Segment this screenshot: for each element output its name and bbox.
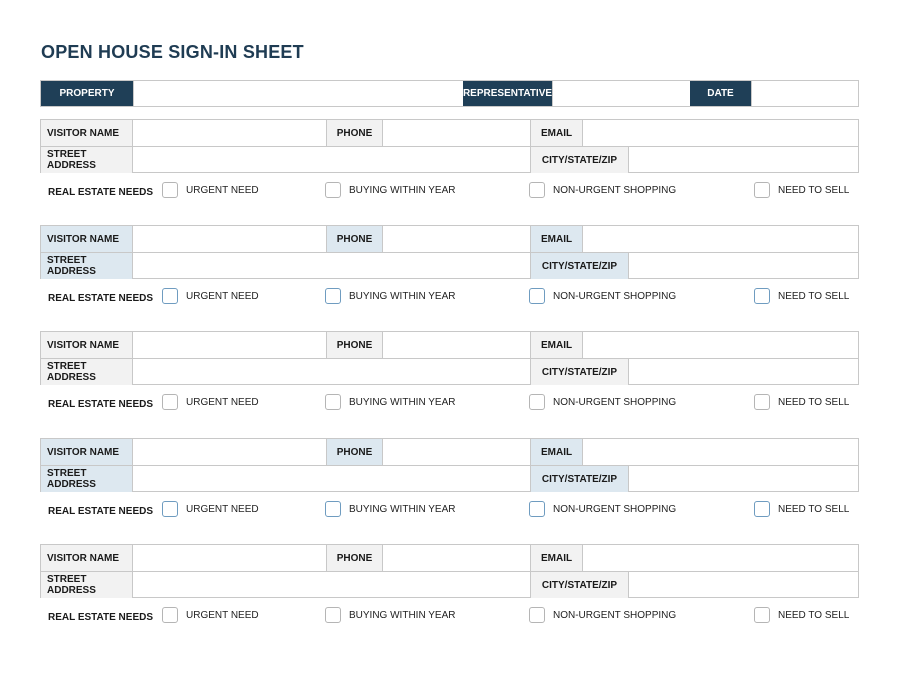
urgent-need-option[interactable]	[162, 394, 259, 410]
phone-field[interactable]	[383, 545, 531, 571]
need-to-sell-label: NEED TO SELL	[778, 290, 850, 302]
visitor-block	[40, 331, 859, 423]
visitor-block	[40, 544, 859, 636]
need-to-sell-label: NEED TO SELL	[778, 503, 850, 515]
visitor-name-field[interactable]	[133, 120, 327, 146]
real-estate-needs-row	[40, 279, 859, 317]
representative-label: REPRESENTATIVE	[463, 81, 552, 106]
email-label: EMAIL	[531, 120, 583, 146]
urgent-need-option[interactable]	[162, 182, 259, 198]
email-field[interactable]	[583, 332, 858, 358]
visitor-name-label: VISITOR NAME	[41, 120, 133, 146]
row-divider	[41, 571, 858, 572]
city-state-zip-label: CITY/STATE/ZIP	[531, 253, 629, 279]
urgent-need-label: URGENT NEED	[186, 503, 259, 515]
row-divider	[41, 465, 858, 466]
header-row	[40, 80, 859, 107]
buying-within-year-label: BUYING WITHIN YEAR	[349, 290, 456, 302]
urgent-need-option[interactable]	[162, 288, 259, 304]
urgent-need-option[interactable]	[162, 501, 259, 517]
urgent-need-checkbox[interactable]	[162, 288, 178, 304]
page-title: OPEN HOUSE SIGN-IN SHEET	[41, 42, 304, 62]
row-divider	[41, 252, 858, 253]
email-label: EMAIL	[531, 226, 583, 252]
need-to-sell-option[interactable]	[754, 607, 849, 623]
non-urgent-shopping-label: NON-URGENT SHOPPING	[553, 184, 677, 196]
street-address-field[interactable]	[133, 147, 531, 173]
need-to-sell-option[interactable]	[754, 394, 849, 410]
non-urgent-shopping-checkbox[interactable]	[529, 607, 545, 623]
real-estate-needs-row	[40, 598, 859, 636]
urgent-need-label: URGENT NEED	[186, 396, 259, 408]
non-urgent-shopping-checkbox[interactable]	[529, 501, 545, 517]
visitor-grid	[40, 438, 859, 492]
visitor-name-field[interactable]	[133, 226, 327, 252]
property-field[interactable]	[133, 81, 463, 106]
buying-within-year-option[interactable]	[325, 182, 456, 198]
real-estate-needs-label: REAL ESTATE NEEDS	[48, 187, 154, 198]
need-to-sell-option[interactable]	[754, 288, 849, 304]
visitor-name-field[interactable]	[133, 439, 327, 465]
non-urgent-shopping-label: NON-URGENT SHOPPING	[553, 503, 677, 515]
street-address-label: STREET ADDRESS	[41, 572, 133, 598]
buying-within-year-label: BUYING WITHIN YEAR	[349, 609, 456, 621]
row-divider	[41, 146, 858, 147]
visitor-grid	[40, 544, 859, 598]
city-state-zip-label: CITY/STATE/ZIP	[531, 147, 629, 173]
city-state-zip-field[interactable]	[629, 253, 858, 279]
urgent-need-checkbox[interactable]	[162, 501, 178, 517]
visitor-name-field[interactable]	[133, 545, 327, 571]
phone-field[interactable]	[383, 439, 531, 465]
real-estate-needs-row	[40, 492, 859, 530]
buying-within-year-label: BUYING WITHIN YEAR	[349, 184, 456, 196]
city-state-zip-field[interactable]	[629, 466, 858, 492]
urgent-need-label: URGENT NEED	[186, 184, 259, 196]
phone-label: PHONE	[327, 120, 383, 146]
real-estate-needs-row	[40, 173, 859, 211]
city-state-zip-field[interactable]	[629, 147, 858, 173]
urgent-need-checkbox[interactable]	[162, 182, 178, 198]
non-urgent-shopping-option[interactable]	[529, 182, 676, 198]
real-estate-needs-label: REAL ESTATE NEEDS	[48, 293, 154, 304]
email-field[interactable]	[583, 226, 858, 252]
phone-label: PHONE	[327, 332, 383, 358]
real-estate-needs-label: REAL ESTATE NEEDS	[48, 506, 154, 517]
buying-within-year-checkbox[interactable]	[325, 394, 341, 410]
non-urgent-shopping-checkbox[interactable]	[529, 288, 545, 304]
street-address-label: STREET ADDRESS	[41, 359, 133, 385]
phone-field[interactable]	[383, 120, 531, 146]
city-state-zip-field[interactable]	[629, 572, 858, 598]
buying-within-year-option[interactable]	[325, 394, 456, 410]
real-estate-needs-label: REAL ESTATE NEEDS	[48, 399, 154, 410]
visitor-name-label: VISITOR NAME	[41, 332, 133, 358]
urgent-need-checkbox[interactable]	[162, 394, 178, 410]
visitor-name-field[interactable]	[133, 332, 327, 358]
urgent-need-label: URGENT NEED	[186, 609, 259, 621]
date-field[interactable]	[751, 81, 858, 106]
non-urgent-shopping-label: NON-URGENT SHOPPING	[553, 396, 677, 408]
street-address-field[interactable]	[133, 359, 531, 385]
visitor-grid	[40, 225, 859, 279]
non-urgent-shopping-option[interactable]	[529, 607, 676, 623]
non-urgent-shopping-label: NON-URGENT SHOPPING	[553, 290, 677, 302]
visitor-name-label: VISITOR NAME	[41, 439, 133, 465]
buying-within-year-label: BUYING WITHIN YEAR	[349, 503, 456, 515]
street-address-field[interactable]	[133, 253, 531, 279]
buying-within-year-option[interactable]	[325, 607, 456, 623]
city-state-zip-label: CITY/STATE/ZIP	[531, 359, 629, 385]
city-state-zip-label: CITY/STATE/ZIP	[531, 572, 629, 598]
street-address-label: STREET ADDRESS	[41, 253, 133, 279]
email-field[interactable]	[583, 439, 858, 465]
non-urgent-shopping-label: NON-URGENT SHOPPING	[553, 609, 677, 621]
phone-label: PHONE	[327, 439, 383, 465]
phone-label: PHONE	[327, 226, 383, 252]
visitor-grid	[40, 331, 859, 385]
city-state-zip-label: CITY/STATE/ZIP	[531, 466, 629, 492]
street-address-field[interactable]	[133, 466, 531, 492]
row-divider	[41, 358, 858, 359]
email-field[interactable]	[583, 545, 858, 571]
email-label: EMAIL	[531, 545, 583, 571]
visitor-block	[40, 225, 859, 317]
need-to-sell-checkbox[interactable]	[754, 288, 770, 304]
visitor-block	[40, 119, 859, 211]
non-urgent-shopping-checkbox[interactable]	[529, 182, 545, 198]
street-address-label: STREET ADDRESS	[41, 147, 133, 173]
buying-within-year-checkbox[interactable]	[325, 501, 341, 517]
need-to-sell-checkbox[interactable]	[754, 607, 770, 623]
representative-field[interactable]	[552, 81, 690, 106]
email-label: EMAIL	[531, 332, 583, 358]
real-estate-needs-row	[40, 385, 859, 423]
visitor-block	[40, 438, 859, 530]
need-to-sell-option[interactable]	[754, 182, 849, 198]
phone-field[interactable]	[383, 332, 531, 358]
non-urgent-shopping-option[interactable]	[529, 288, 676, 304]
date-label: DATE	[690, 81, 751, 106]
buying-within-year-checkbox[interactable]	[325, 607, 341, 623]
non-urgent-shopping-option[interactable]	[529, 394, 676, 410]
property-label: PROPERTY	[41, 81, 133, 106]
phone-field[interactable]	[383, 226, 531, 252]
buying-within-year-option[interactable]	[325, 288, 456, 304]
city-state-zip-field[interactable]	[629, 359, 858, 385]
urgent-need-checkbox[interactable]	[162, 607, 178, 623]
non-urgent-shopping-checkbox[interactable]	[529, 394, 545, 410]
need-to-sell-label: NEED TO SELL	[778, 609, 850, 621]
buying-within-year-checkbox[interactable]	[325, 288, 341, 304]
street-address-field[interactable]	[133, 572, 531, 598]
buying-within-year-checkbox[interactable]	[325, 182, 341, 198]
email-field[interactable]	[583, 120, 858, 146]
need-to-sell-label: NEED TO SELL	[778, 396, 850, 408]
non-urgent-shopping-option[interactable]	[529, 501, 676, 517]
need-to-sell-option[interactable]	[754, 501, 849, 517]
phone-label: PHONE	[327, 545, 383, 571]
visitor-name-label: VISITOR NAME	[41, 226, 133, 252]
urgent-need-label: URGENT NEED	[186, 290, 259, 302]
urgent-need-option[interactable]	[162, 607, 259, 623]
email-label: EMAIL	[531, 439, 583, 465]
visitor-grid	[40, 119, 859, 173]
need-to-sell-checkbox[interactable]	[754, 501, 770, 517]
buying-within-year-label: BUYING WITHIN YEAR	[349, 396, 456, 408]
need-to-sell-label: NEED TO SELL	[778, 184, 850, 196]
need-to-sell-checkbox[interactable]	[754, 182, 770, 198]
street-address-label: STREET ADDRESS	[41, 466, 133, 492]
real-estate-needs-label: REAL ESTATE NEEDS	[48, 612, 154, 623]
buying-within-year-option[interactable]	[325, 501, 456, 517]
need-to-sell-checkbox[interactable]	[754, 394, 770, 410]
visitor-name-label: VISITOR NAME	[41, 545, 133, 571]
